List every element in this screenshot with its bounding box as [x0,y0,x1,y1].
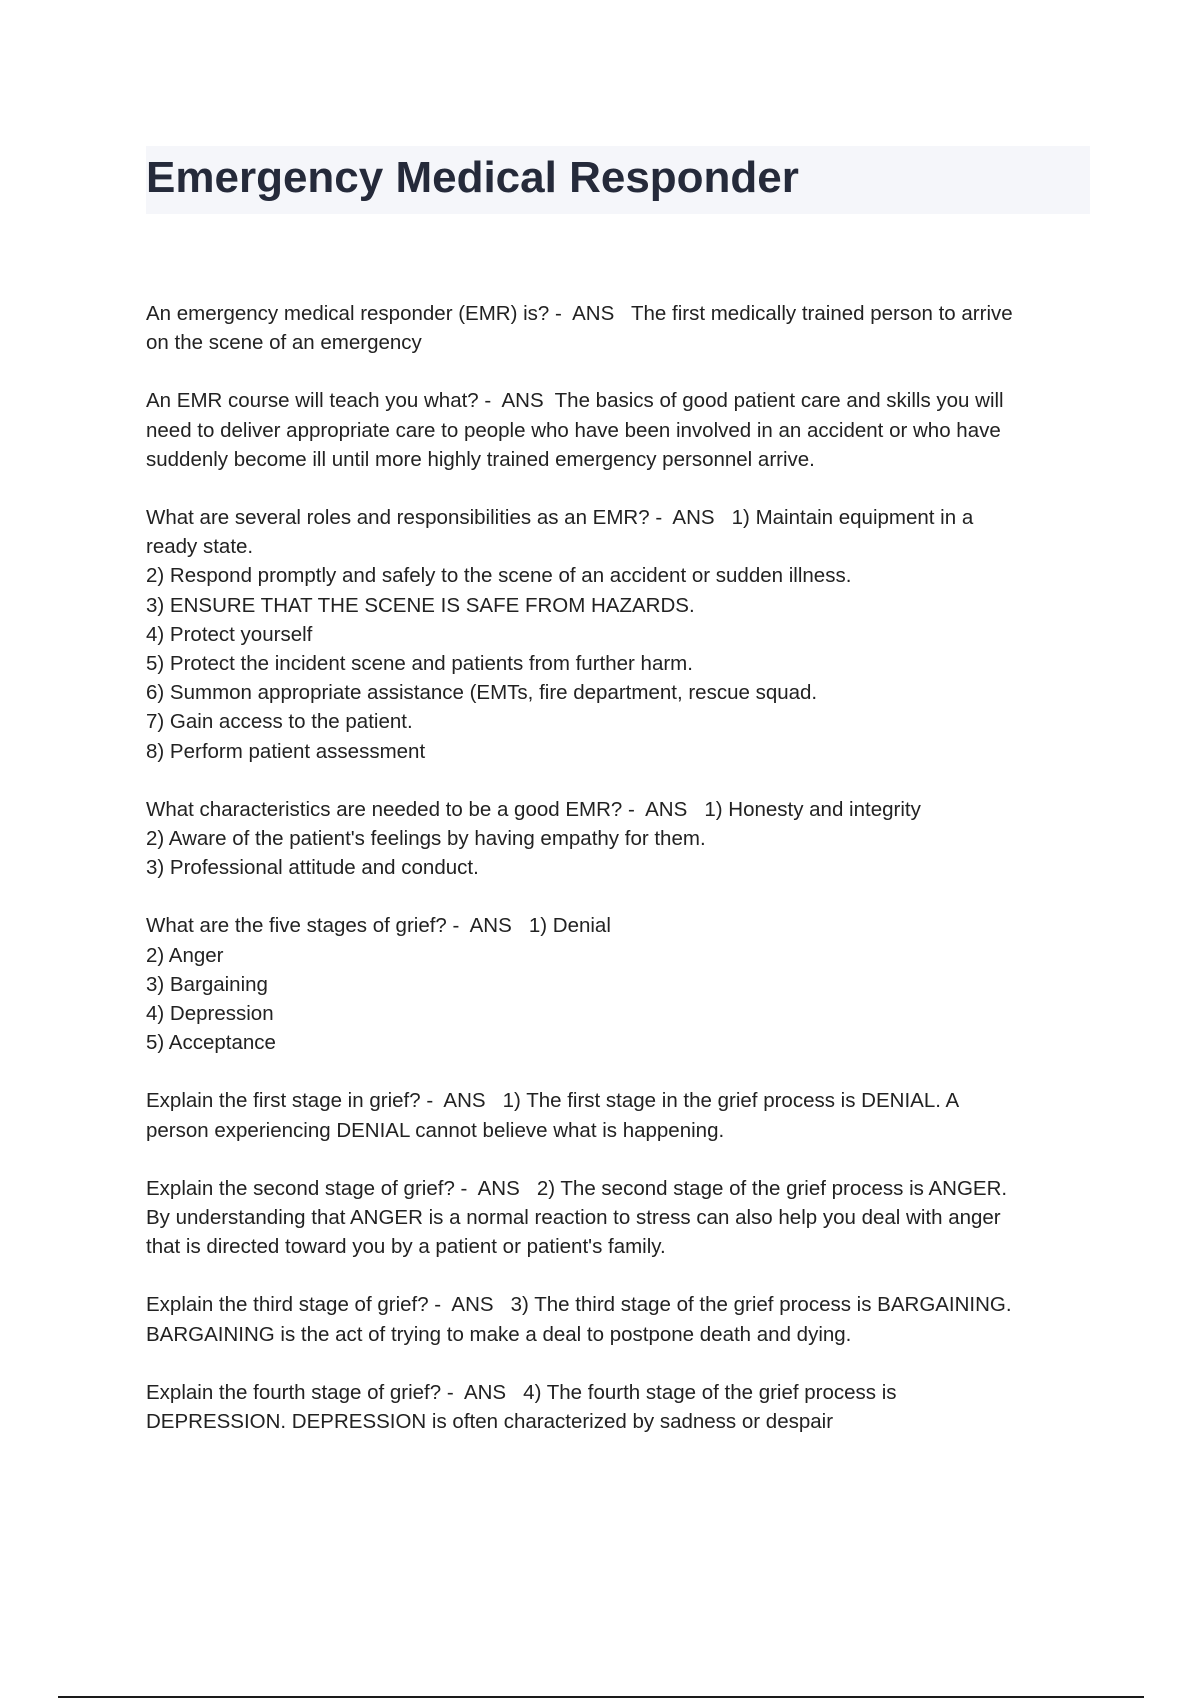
qa-item [146,1290,1091,1348]
qa-item [146,911,1091,1057]
qa-line: An emergency medical responder (EMR) is? - ANS The first medically trained person to arrive [146,302,1013,325]
qa-line: that is directed toward you by a patient or patient's family. [146,1235,666,1259]
qa-line: 7) Gain access to the patient. [146,710,413,734]
qa-line: 2) Anger [146,943,224,967]
qa-line: 4) Depression [146,1002,274,1026]
qa-line: BARGAINING is the act of trying to make a deal to postpone death and dying. [146,1322,852,1346]
page-title: Emergency Medical Responder [146,153,799,202]
qa-line: 3) ENSURE THAT THE SCENE IS SAFE FROM HAZARDS. [146,593,695,617]
qa-item [146,503,1091,766]
qa-line: need to deliver appropriate care to people who have been involved in an accident or who have [146,418,1001,442]
qa-line: 5) Acceptance [146,1031,276,1055]
qa-line: 3) Professional attitude and conduct. [146,856,479,880]
qa-line: 5) Protect the incident scene and patients from further harm. [146,652,693,676]
qa-line: ready state. [146,535,254,559]
qa-line: on the scene of an emergency [146,331,422,355]
qa-list [146,299,1091,1465]
qa-line: 3) Bargaining [146,972,268,996]
qa-line: 4) Protect yourself [146,622,313,646]
title-banner [146,146,1090,214]
qa-line: 2) Respond promptly and safely to the scene of an accident or sudden illness. [146,564,852,588]
qa-line: An EMR course will teach you what? - ANS The basics of good patient care and skills you will [146,389,1004,413]
qa-line: DEPRESSION. DEPRESSION is often characterized by sadness or despair [146,1410,834,1434]
qa-line: Explain the second stage of grief? - ANS 2) The second stage of the grief process is ANGER. [146,1176,1008,1200]
qa-line: By understanding that ANGER is a normal reaction to stress can also help you deal with anger [146,1206,1001,1230]
qa-line: suddenly become ill until more highly trained emergency personnel arrive. [146,447,815,471]
qa-line: person experiencing DENIAL cannot believe what is happening. [146,1118,725,1142]
qa-line: Explain the third stage of grief? - ANS 3) The third stage of the grief process is BARGAINING. [146,1293,1012,1317]
qa-item [146,386,1091,474]
qa-item [146,1086,1091,1144]
qa-line: What are several roles and responsibilities as an EMR? - ANS 1) Maintain equipment in a [146,506,974,530]
qa-line: Explain the first stage in grief? - ANS 1) The first stage in the grief process is DENIAL. A [146,1089,960,1113]
footer-divider [58,1696,1144,1698]
qa-item [146,1378,1091,1436]
qa-item [146,1174,1091,1262]
qa-line: Explain the fourth stage of grief? - ANS 4) The fourth stage of the grief process is [146,1380,897,1404]
qa-line: 6) Summon appropriate assistance (EMTs, fire department, rescue squad. [146,681,818,705]
qa-item [146,299,1091,357]
qa-line: 2) Aware of the patient's feelings by having empathy for them. [146,827,706,851]
qa-line: What are the five stages of grief? - ANS 1) Denial [146,914,611,938]
qa-line: 8) Perform patient assessment [146,739,426,763]
qa-line: What characteristics are needed to be a good EMR? - ANS 1) Honesty and integrity [146,797,921,821]
qa-item [146,795,1091,883]
